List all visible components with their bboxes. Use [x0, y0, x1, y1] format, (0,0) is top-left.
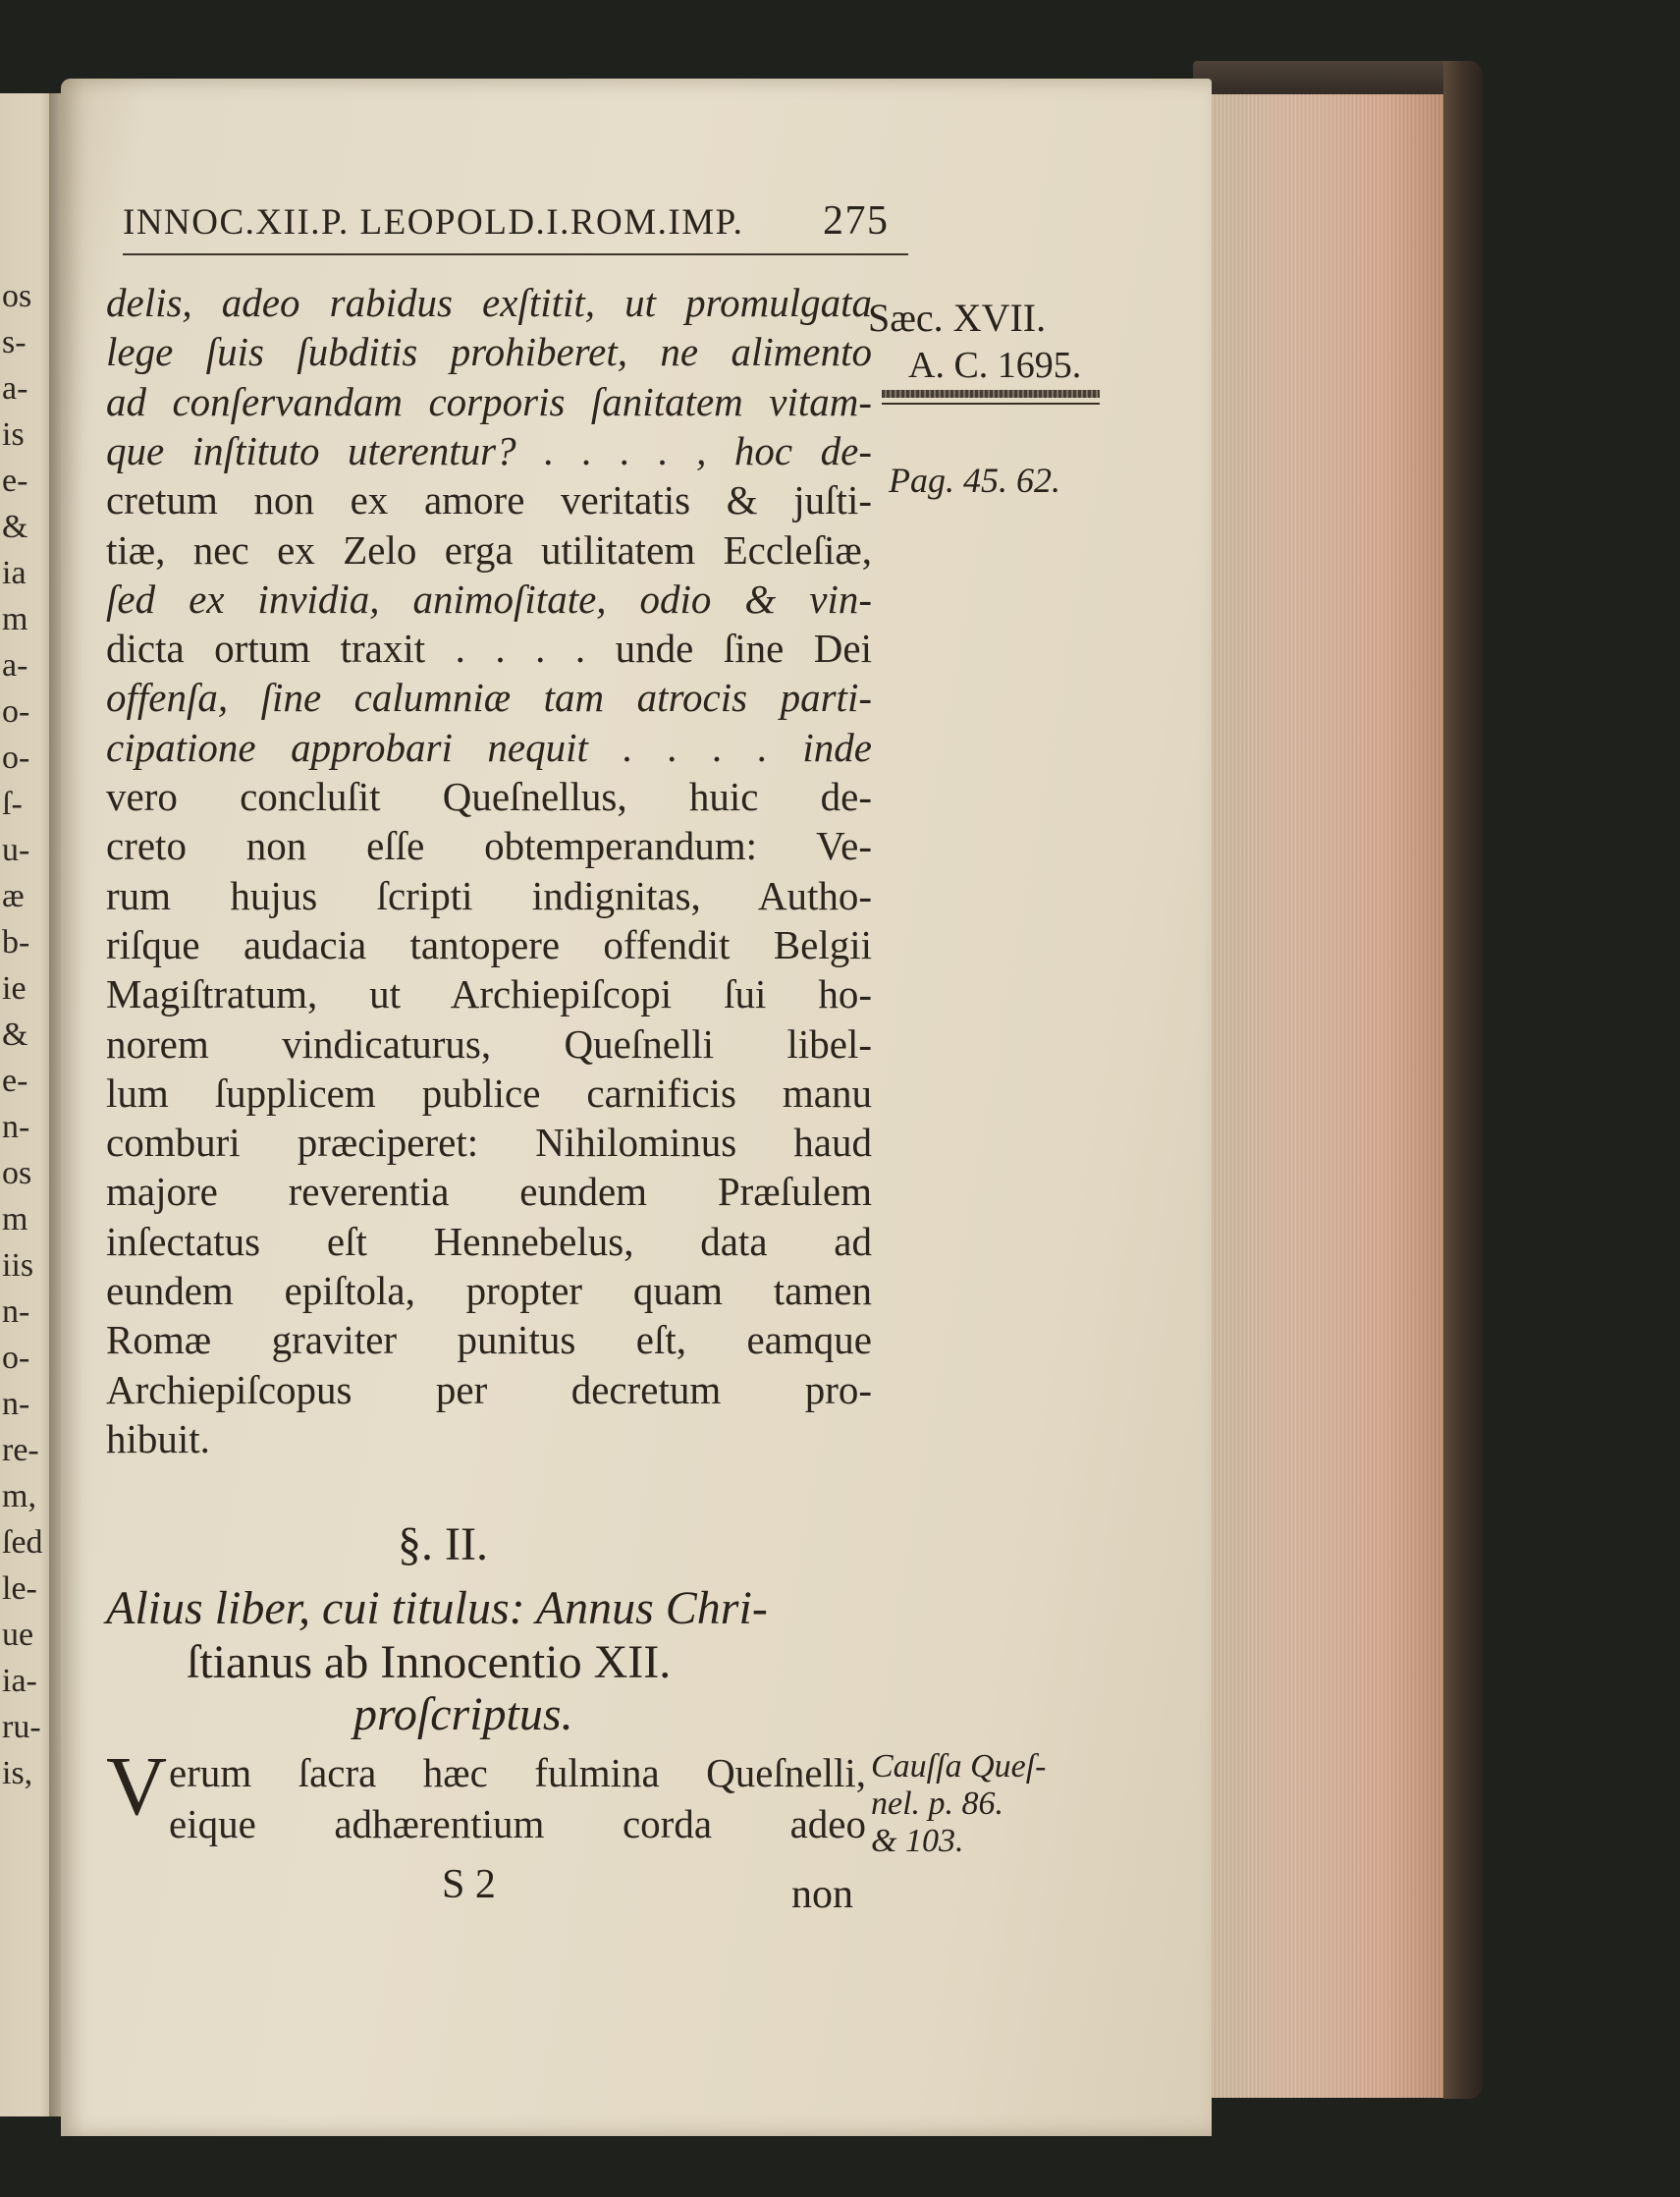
- paragraph-1-line: lum ſupplicem publice carnificis manu: [106, 1070, 872, 1116]
- previous-page-fragment: u-: [2, 832, 30, 868]
- signature-mark: S 2: [442, 1862, 496, 1907]
- previous-page-fragment: o-: [2, 693, 30, 730]
- paragraph-1-line: inſectatus eſt Hennebelus, data ad: [106, 1218, 872, 1264]
- previous-page-fragment: &: [2, 509, 28, 545]
- paragraph-1-line: creto non eſſe obtemperandum: Ve-: [106, 823, 872, 869]
- previous-page-fragment: m: [2, 1201, 28, 1237]
- previous-page-fragment: is: [2, 416, 25, 453]
- section-title-line-2: ſtianus ab Innocentio XII.: [187, 1636, 672, 1688]
- margin-cause-ref-2: nel. p. 86.: [871, 1785, 1004, 1822]
- paragraph-1-line: ad conſervandam corporis ſanitatem vitam-: [106, 378, 872, 424]
- head-rule: [123, 253, 908, 255]
- previous-page-fragment: æ: [2, 878, 25, 914]
- previous-page-fragment: os: [2, 278, 32, 314]
- running-head-title: INNOC.XII.P. LEOPOLD.I.ROM.IMP.: [123, 202, 744, 243]
- previous-page-fragment: iis: [2, 1247, 34, 1284]
- paragraph-1-line: majore reverentia eundem Præſulem: [106, 1169, 872, 1215]
- margin-rule: [882, 403, 1100, 405]
- paragraph-1-line: eundem epiſtola, propter quam tamen: [106, 1268, 872, 1313]
- previous-page-fragment: e-: [2, 1063, 28, 1099]
- margin-cause-ref-1: Cauſſa Queſ-: [871, 1748, 1047, 1785]
- previous-page-fragment: &: [2, 1016, 28, 1053]
- previous-page-fragment: m,: [2, 1478, 36, 1514]
- paragraph-1-line: riſque audacia tantopere offendit Belgii: [106, 921, 872, 967]
- paragraph-1-line: cretum non ex amore veritatis & juſti-: [106, 477, 872, 523]
- page-fore-edge: [1193, 94, 1455, 2098]
- previous-page-fragment: o-: [2, 1340, 30, 1376]
- previous-page-fragment: a-: [2, 647, 28, 684]
- previous-page-fragment: ia: [2, 555, 27, 591]
- paragraph-1-line: cipatione approbari nequit . . . . inde: [106, 724, 872, 770]
- previous-page-fragment: re-: [2, 1432, 39, 1468]
- paragraph-1-line: norem vindicaturus, Queſnelli libel-: [106, 1020, 872, 1067]
- previous-page-fragment: b-: [2, 924, 30, 961]
- previous-page-fragment: n-: [2, 1109, 30, 1145]
- previous-page-fragment: ſed: [2, 1524, 43, 1561]
- running-head: [123, 198, 908, 244]
- paragraph-1-line: comburi præciperet: Nihilominus haud: [106, 1120, 872, 1166]
- margin-cause-ref-3: & 103.: [871, 1823, 964, 1859]
- paragraph-1-line: dicta ortum traxit . . . . unde ſine Dei: [106, 626, 872, 672]
- page-number: 275: [823, 198, 890, 244]
- paragraph-1-line: ſed ex invidia, animoſitate, odio & vin-: [106, 576, 872, 622]
- previous-page-fragment: n-: [2, 1386, 30, 1422]
- previous-page-fragment: ia-: [2, 1663, 37, 1699]
- paragraph-1-line: Magiſtratum, ut Archiepiſcopi ſui ho-: [106, 971, 872, 1017]
- previous-page-fragment: a-: [2, 370, 28, 407]
- paragraph-1-line: delis, adeo rabidus exſtitit, ut promulgata: [106, 280, 872, 325]
- previous-page-fragment: ie: [2, 970, 27, 1007]
- paragraph-2-line-2: eique adhærentium corda adeo: [169, 1801, 866, 1846]
- paragraph-1-line: Archiepiſcopus per decretum pro-: [106, 1366, 872, 1412]
- previous-page-fragment: n-: [2, 1293, 30, 1330]
- previous-page-fragment: ſ-: [2, 786, 23, 822]
- margin-page-reference: Pag. 45. 62.: [889, 461, 1060, 500]
- cover-binding: [1443, 61, 1483, 2099]
- section-number: §. II.: [398, 1518, 488, 1570]
- previous-page-fragment: o-: [2, 740, 30, 776]
- previous-page-fragment: e-: [2, 463, 28, 499]
- margin-saeculum: Sæc. XVII.: [868, 296, 1047, 340]
- paragraph-1-line: tiæ, nec ex Zelo erga utilitatem Eccleſiæ,: [106, 526, 872, 573]
- paragraph-1-line: offenſa, ſine calumniæ tam atrocis parti-: [106, 675, 872, 721]
- catchword: non: [791, 1872, 853, 1917]
- previous-page-fragment: is,: [2, 1755, 33, 1791]
- paragraph-1-line: rum hujus ſcripti indignitas, Autho-: [106, 872, 872, 918]
- previous-page-fragment: ru-: [2, 1709, 41, 1745]
- paragraph-1-line: lege ſuis ſubditis prohiberet, ne alimento: [106, 329, 872, 375]
- paragraph-1-line: hibuit.: [106, 1415, 210, 1461]
- paragraph-1-line: Romæ graviter punitus eſt, eamque: [106, 1317, 872, 1363]
- drop-cap: V: [106, 1738, 168, 1833]
- previous-page-fragment: le-: [2, 1570, 37, 1607]
- paragraph-1-line: vero concluſit Queſnellus, huic de-: [106, 774, 872, 819]
- previous-page-fragment: s-: [2, 324, 27, 360]
- paragraph-2-line-1: erum ſacra hæc fulmina Queſnelli,: [169, 1750, 866, 1795]
- paragraph-1-line: que inſtituto uterentur? . . . . , hoc de-: [106, 427, 872, 473]
- margin-year: A. C. 1695.: [908, 345, 1082, 386]
- previous-page-fragment: os: [2, 1155, 32, 1191]
- margin-ornament-rule: [882, 390, 1100, 398]
- section-title-line-3: proſcriptus.: [353, 1688, 573, 1740]
- previous-page-fragment: m: [2, 601, 28, 637]
- previous-page-fragment: ue: [2, 1617, 34, 1653]
- section-title-line-1: Alius liber, cui titulus: Annus Chri-: [106, 1582, 768, 1634]
